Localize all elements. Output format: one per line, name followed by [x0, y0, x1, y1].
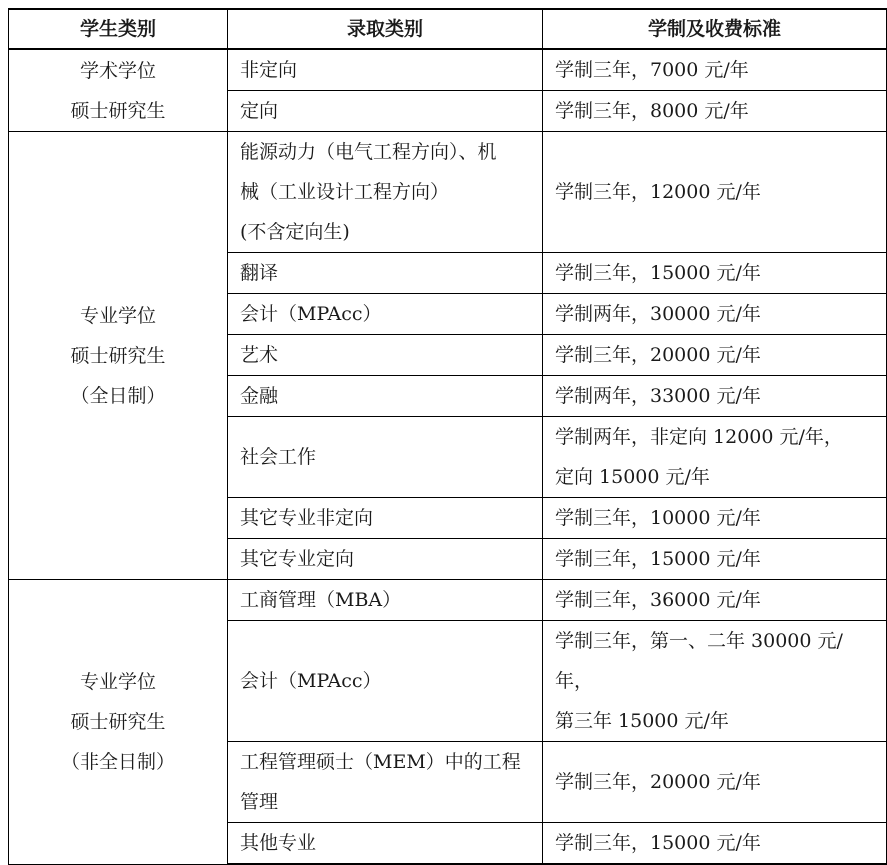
tuition-fee-table [8, 8, 887, 865]
header-student-type: 学生类别 [9, 9, 228, 49]
table-row [9, 49, 887, 91]
program-cell: 工程管理硕士（MEM）中的工程 管理 [228, 742, 543, 823]
fee-cell: 学制三年，36000 元/年 [543, 580, 887, 621]
category-cell-academic: 学术学位 硕士研究生 [9, 49, 228, 132]
category-cell-professional-parttime: 专业学位 硕士研究生 （非全日制） [9, 580, 228, 865]
fee-cell: 学制三年，12000 元/年 [543, 132, 887, 253]
table-row [9, 132, 887, 253]
program-cell: 其他专业 [228, 823, 543, 865]
fee-cell: 学制两年，非定向 12000 元/年， 定向 15000 元/年 [543, 417, 887, 498]
header-row [9, 9, 887, 49]
program-cell: 工商管理（MBA） [228, 580, 543, 621]
table-row [9, 580, 887, 621]
fee-cell: 学制三年，7000 元/年 [543, 49, 887, 91]
program-cell: 金融 [228, 376, 543, 417]
fee-cell: 学制两年，30000 元/年 [543, 294, 887, 335]
fee-cell: 学制三年，8000 元/年 [543, 91, 887, 132]
program-cell: 翻译 [228, 253, 543, 294]
category-cell-professional-fulltime: 专业学位 硕士研究生 （全日制） [9, 132, 228, 580]
table-body [9, 49, 887, 864]
program-cell: 会计（MPAcc） [228, 621, 543, 742]
fee-cell: 学制三年，15000 元/年 [543, 253, 887, 294]
program-cell: 艺术 [228, 335, 543, 376]
fee-cell: 学制三年，15000 元/年 [543, 823, 887, 865]
program-cell: 会计（MPAcc） [228, 294, 543, 335]
program-cell: 其它专业非定向 [228, 498, 543, 539]
program-cell: 定向 [228, 91, 543, 132]
program-cell: 非定向 [228, 49, 543, 91]
program-cell: 社会工作 [228, 417, 543, 498]
program-cell: 其它专业定向 [228, 539, 543, 580]
fee-cell: 学制三年，20000 元/年 [543, 742, 887, 823]
program-cell: 能源动力（电气工程方向）、机 械（工业设计工程方向） (不含定向生) [228, 132, 543, 253]
fee-cell: 学制两年，33000 元/年 [543, 376, 887, 417]
table-header [9, 9, 887, 49]
header-admission-type: 录取类别 [228, 9, 543, 49]
fee-cell: 学制三年，15000 元/年 [543, 539, 887, 580]
header-duration-fee: 学制及收费标准 [543, 9, 887, 49]
fee-cell: 学制三年，20000 元/年 [543, 335, 887, 376]
fee-cell: 学制三年，第一、二年 30000 元/年， 第三年 15000 元/年 [543, 621, 887, 742]
fee-cell: 学制三年，10000 元/年 [543, 498, 887, 539]
